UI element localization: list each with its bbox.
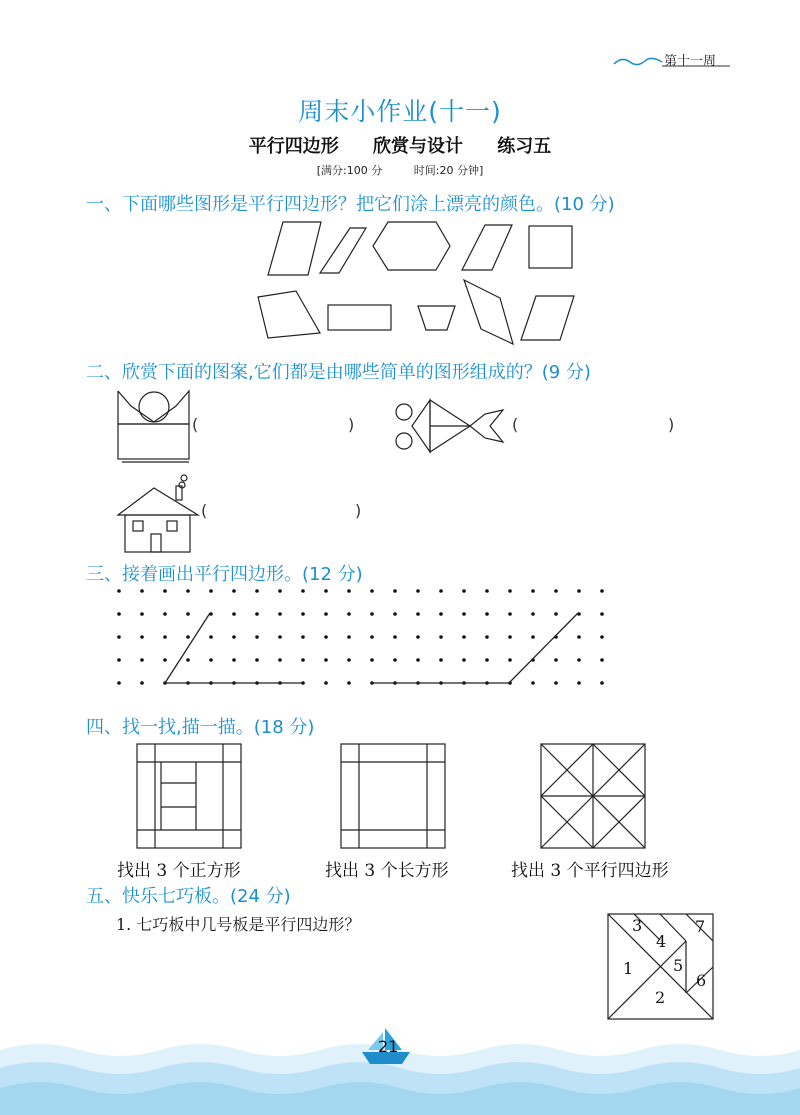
footer-waves [0,1020,800,1115]
question-5-1: 1. 七巧板中几号板是平行四边形？ [116,915,361,934]
section-5-heading: 五、快乐七巧板。(24 分) [86,886,291,907]
tangram-label-1: 1 [623,959,634,978]
section-4-heading: 四、找一找,描一描。(18 分) [86,717,315,738]
answer-paren-close-2: ) [668,415,675,434]
section-2-heading: 二、欣赏下面的图案,它们都是由哪些简单的图形组成的？(9 分) [86,362,591,383]
answer-paren-open-2: ( [512,415,519,434]
section-1-heading: 一、下面哪些图形是平行四边形？把它们涂上漂亮的颜色。(10 分) [86,194,615,215]
full-score: [满分:100 分 [316,164,383,177]
subtitle-topic-3: 练习五 [497,136,552,157]
caption-find-rectangles: 找出 3 个长方形 [325,861,449,881]
tangram-label-2: 2 [655,988,666,1007]
tangram-label-4: 4 [656,932,667,951]
week-label: 第十一周 [664,54,717,69]
answer-paren-close-1: ) [348,415,355,434]
answer-paren-close-3: ) [355,501,362,520]
tangram-label-5: 5 [673,956,684,975]
subtitle-topic-1: 平行四边形 [248,136,339,157]
section-3-heading: 三、接着画出平行四边形。(12 分) [86,564,363,585]
caption-find-parallelograms: 找出 3 个平行四边形 [511,861,669,881]
answer-paren-open-1: ( [192,415,199,434]
subtitle-topic-2: 欣赏与设计 [373,136,463,157]
caption-find-squares: 找出 3 个正方形 [117,861,241,881]
page-title: 周末小作业(十一) [298,97,502,126]
tangram-label-7: 7 [695,917,706,936]
answer-paren-open-3: ( [201,501,208,520]
tangram-label-3: 3 [632,916,643,935]
time-limit: 时间:20 分钟] [413,164,484,177]
page-number: 21 [378,1037,399,1056]
tangram-label-6: 6 [696,971,707,990]
